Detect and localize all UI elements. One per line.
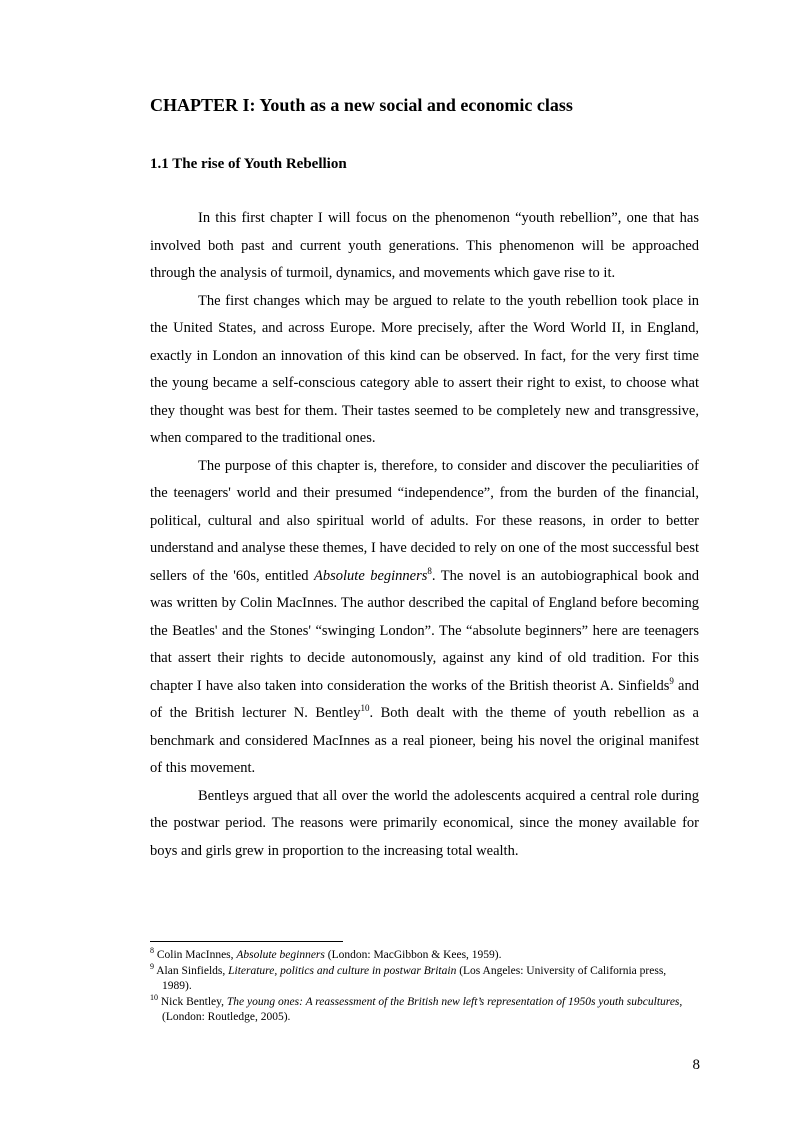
paragraph-3 [150, 453, 699, 783]
section-title: 1.1 The rise of Youth Rebellion [150, 156, 347, 172]
footnote-publication: (London: MacGibbon & Kees, 1959). [324, 949, 502, 961]
body-text [150, 205, 699, 865]
footnote-author: Alan Sinfields, [156, 964, 229, 977]
paragraph-4: Bentleys argued that all over the world the adolescents acquired a central role during the postwar period. The reasons were primarily economical, since the money available for boys and girls grew in proportion to the increasing total wealth. [150, 787, 699, 859]
footnote-number: 10 [150, 992, 158, 1002]
footnote-publication: (London: Routledge, 2005). [162, 1011, 291, 1023]
paragraph-2: The first changes which may be argued to relate to the youth rebellion took place in the United States, and across Europe. More precisely, after the Word World II, in England, exactly in London an innovation of this kind can be observed. In fact, for the very first time the young became a self-conscious category able to assert their right to exist, to choose what they thought was best for them. Their tastes seemed to be completely new and transgressive, when compared to the traditional ones. [150, 292, 699, 446]
chapter-title: CHAPTER I: Youth as a new social and economic class [150, 95, 573, 115]
footnote-ref-9: 9 [669, 675, 674, 686]
paragraph-1: In this first chapter I will focus on the phenomenon “youth rebellion”, one that has involved both past and current youth generations. This phenomenon will be approached through the analysis of turmoil, dynamics, and movements which gave rise to it. [150, 210, 699, 281]
footnote-publication: (Los Angeles: University of California press, 1989). [162, 964, 667, 992]
footnote-9 [150, 961, 690, 995]
paragraph-3-text-a: The purpose of this chapter is, therefore, to consider and discover the peculiarities of the teenagers' world and their presumed “independence”, from the burden of the financial, political, cultural and also spiritual world of adults. For these reasons, in order to better understand and analyse these themes, I have decided to rely on one of the most successful best sellers of the '60s, entitled [150, 457, 699, 584]
page-number: 8 [692, 1057, 700, 1073]
paragraph-3-text-b: . The novel is an autobiographical book and was written by Colin MacInnes. The author described the capital of England before becoming the Beatles' and the Stones' “swinging London”. The “absolute beginners” here are teenagers that assert their rights to decide autonomously, against any kind of old tradition. For this chapter I have also taken into consideration the works of the British theorist A. Sinfields [150, 567, 699, 694]
footnote-ref-8: 8 [427, 565, 432, 576]
footnote-author: Colin MacInnes, [156, 949, 237, 961]
footnote-author: Nick Bentley, [160, 995, 227, 1008]
paragraph-3-text-d: . Both dealt with the theme of youth rebellion as a benchmark and considered MacInnes as a real pioneer, being his novel the original manifest of this movement. [150, 705, 699, 776]
book-title-absolute-beginners: Absolute beginners [314, 567, 428, 584]
footnote-number: 9 [150, 961, 154, 971]
footnote-title: Literature, politics and culture in postwar Britain [228, 964, 457, 977]
footnote-title: The young ones: A reassessment of the British new left’s representation of 1950s youth subcultures, [226, 995, 683, 1008]
paragraph-3-text-c: and of the British lecturer N. Bentley [150, 677, 699, 721]
footnote-8 [150, 948, 690, 964]
footnote-number: 8 [150, 946, 154, 956]
footnote-ref-10: 10 [360, 703, 370, 714]
footnote-10 [150, 992, 690, 1026]
footnote-separator [150, 941, 343, 942]
footnotes [150, 948, 690, 1026]
footnote-title: Absolute beginners [236, 949, 325, 961]
